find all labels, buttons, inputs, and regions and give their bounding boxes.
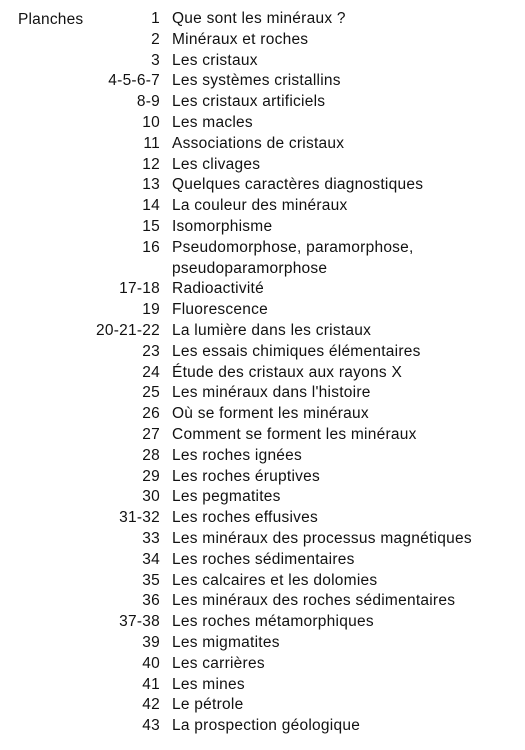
plate-number [0,259,160,280]
plate-number: 27 [142,425,160,443]
toc-entry [0,675,525,696]
plate-title: pseudoparamorphose [172,259,328,277]
plate-title: Les mines [172,675,245,693]
toc-entry [0,259,525,280]
toc-entry [0,363,525,384]
plate-title: Minéraux et roches [172,30,309,48]
plate-title: Associations de cristaux [172,134,345,152]
plate-number: 4-5-6-7 [108,72,160,90]
plate-title: Les roches éruptives [172,467,321,485]
toc-entry [0,9,525,30]
toc-entry [0,113,525,134]
plate-title: Étude des cristaux aux rayons X [172,363,403,381]
toc-entry [0,383,525,404]
plate-title: Les minéraux dans l'histoire [172,384,371,402]
toc-entry [0,467,525,488]
plate-number: 11 [143,134,160,152]
plate-number: 3 [151,51,160,69]
plate-number: 31-32 [119,509,160,527]
plate-number: 2 [151,30,160,48]
toc-entry [0,30,525,51]
plate-number: 41 [142,675,160,693]
toc-entry [0,591,525,612]
plate-number: 25 [142,384,160,402]
toc-entry [0,238,525,259]
toc-entry [0,633,525,654]
plate-number: 1 [151,10,160,27]
toc-entry [0,550,525,571]
plate-number: 20-21-22 [95,321,160,339]
toc-entry [0,92,525,113]
plate-number: 17-18 [119,280,160,298]
toc-entry [0,425,525,446]
plate-number: 37-38 [119,613,160,631]
toc-entry [0,342,525,363]
plate-title: Les pegmatites [172,488,281,506]
plate-title: Les migmatites [172,633,280,651]
plate-number: 10 [142,113,160,131]
plate-title: Comment se forment les minéraux [172,425,417,443]
toc-entry [0,654,525,675]
plate-number: 33 [142,529,160,547]
plate-title: Radioactivité [172,280,264,298]
plate-number: 24 [142,363,160,381]
plate-number: 16 [142,238,160,256]
plate-title: La prospection géologique [172,717,361,735]
plate-title: Les calcaires et les dolomies [172,571,378,589]
toc-entry [0,321,525,342]
plate-title: Les minéraux des processus magnétiques [172,529,472,547]
toc-entry [0,279,525,300]
toc-entry [0,716,525,737]
plate-title: Isomorphisme [172,217,273,235]
toc-entry [0,217,525,238]
toc-entry [0,404,525,425]
plate-number: 30 [142,488,160,506]
plate-title: Où se forment les minéraux [172,405,369,423]
toc-entry [0,487,525,508]
plate-title: Le pétrole [172,696,244,714]
plate-title: Les carrières [172,654,265,672]
plate-title: Les systèmes cristallins [172,72,341,90]
plate-title: Les cristaux [172,51,258,69]
toc-entry [0,51,525,72]
plate-title: Que sont les minéraux ? [172,10,346,27]
plate-title: La lumière dans les cristaux [172,321,372,339]
toc-entry [0,175,525,196]
plate-number: 36 [142,592,160,610]
toc-entry [0,571,525,592]
plate-number: 28 [142,446,160,464]
plate-number: 8-9 [136,93,160,111]
plate-title: Les roches métamorphiques [172,613,374,631]
plate-number: 15 [142,217,160,235]
plate-number: 35 [142,571,160,589]
plate-number: 19 [142,301,160,319]
plate-title: Pseudomorphose, paramorphose, [172,238,414,256]
plate-number: 13 [142,176,160,194]
plate-number: 39 [142,633,160,651]
toc-entry [0,71,525,92]
plate-title: Les essais chimiques élémentaires [172,342,421,360]
plate-number: 34 [142,550,160,568]
plate-number: 12 [142,155,160,173]
plate-title: Fluorescence [172,301,269,319]
plate-number: 14 [142,197,160,215]
plate-number: 29 [142,467,160,485]
plate-title: La couleur des minéraux [172,197,348,215]
section-heading: Planches [18,11,84,28]
toc-entry [0,300,525,321]
plate-number: 43 [142,717,160,735]
toc-entry [0,508,525,529]
toc-entry [0,134,525,155]
toc-entry [0,446,525,467]
plate-title: Les macles [172,113,253,131]
toc-entry [0,529,525,550]
plate-title: Quelques caractères diagnostiques [172,176,424,194]
plate-number: 26 [142,405,160,423]
plate-title: Les roches sédimentaires [172,550,355,568]
plate-title: Les cristaux artificiels [172,93,326,111]
plate-number: 42 [142,696,160,714]
plate-title: Les roches ignées [172,446,303,464]
toc-list [0,9,525,737]
plate-title: Les minéraux des roches sédimentaires [172,592,456,610]
toc-entry [0,695,525,716]
plate-number: 40 [142,654,160,672]
plate-number: 23 [142,342,160,360]
plate-title: Les roches effusives [172,509,319,527]
toc-entry [0,196,525,217]
plate-title: Les clivages [172,155,261,173]
toc-entry [0,155,525,176]
toc-entry [0,612,525,633]
